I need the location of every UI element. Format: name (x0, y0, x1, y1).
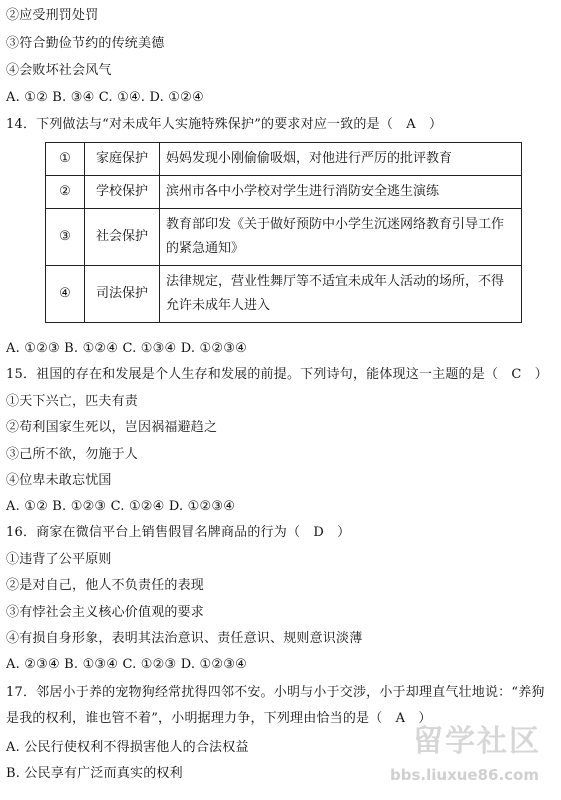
row-content: 教育部印发《关于做好预防中小学生沉迷网络教育引导工作的紧急通知》 (160, 209, 522, 266)
q16-item-2: ②是对自己，他人不负责任的表现 (6, 578, 205, 593)
q15-options: A. ①② B. ①②③ C. ①②④ D. ①②③④ (6, 499, 236, 514)
q14-options: A. ①②③ B. ①②④ C. ①③④ D. ①②③④ (6, 341, 247, 356)
row-content: 妈妈发现小刚偷偷吸烟，对他进行严厉的批评教育 (160, 143, 522, 176)
row-content: 滨州市各中小学校对学生进行消防安全逃生演练 (160, 176, 522, 209)
answer-item-2: ②应受刑罚处罚 (6, 8, 99, 23)
q17-question: 17．邻居小于养的宠物狗经常扰得四邻不安。小明与小于交涉，小于却理直气壮地说：“养狗是我的权利，谁也管不着”，小明据理力争，下列理由恰当的是（ A ） (6, 685, 545, 726)
row-number: ④ (46, 266, 85, 323)
row-category: 司法保护 (85, 266, 160, 323)
row-number: ① (46, 143, 85, 176)
row-category: 家庭保护 (85, 143, 160, 176)
row-number: ③ (46, 209, 85, 266)
row-category: 学校保护 (85, 176, 160, 209)
q16-question: 16．商家在微信平台上销售假冒名牌商品的行为（ D ） (6, 525, 351, 540)
answer-item-4: ④会败坏社会风气 (6, 63, 112, 78)
table-row (46, 266, 522, 323)
table-row (46, 143, 522, 176)
watermark-logo-text: 留学社区 (413, 724, 541, 759)
row-content: 法律规定，营业性舞厅等不适宜未成年人活动的场所，不得允许未成年人进入 (160, 266, 522, 323)
table-row (46, 209, 522, 266)
q13-options: A. ①② B. ③④ C. ①④. D. ①②④ (6, 90, 204, 105)
q16-item-4: ④有损自身形象，表明其法治意识、责任意识、规则意识淡薄 (6, 631, 363, 646)
q15-item-2: ②苟利国家生死以，岂因祸福避趋之 (6, 420, 218, 435)
q16-item-1: ①违背了公平原则 (6, 552, 112, 567)
site-watermark (383, 724, 553, 794)
q15-question: 15．祖国的存在和发展是个人生存和发展的前提。下列诗句，能体现这一主题的是（ C ） (6, 367, 548, 382)
q15-item-1: ①天下兴亡，匹夫有责 (6, 394, 139, 409)
table-row (46, 176, 522, 209)
answer-item-3: ③符合勤俭节约的传统美德 (6, 36, 165, 51)
watermark-url: bbs.liuxue86.com (390, 766, 539, 784)
q16-options: A. ②③④ B. ①③④ C. ①②③ D. ①②③④ (6, 657, 247, 672)
q15-item-4: ④位卑未敢忘忧国 (6, 473, 112, 488)
q15-item-3: ③己所不欲，勿施于人 (6, 447, 139, 462)
q14-table (45, 142, 522, 323)
q16-item-3: ③有悖社会主义核心价值观的要求 (6, 605, 205, 620)
q17-option-b: B. 公民享有广泛而真实的权利 (6, 766, 183, 781)
row-category: 社会保护 (85, 209, 160, 266)
q17-option-a: A. 公民行使权利不得损害他人的合法权益 (6, 740, 249, 755)
row-number: ② (46, 176, 85, 209)
q14-question: 14．下列做法与“对未成年人实施特殊保护”的要求对应一致的是（ A ） (6, 117, 443, 132)
